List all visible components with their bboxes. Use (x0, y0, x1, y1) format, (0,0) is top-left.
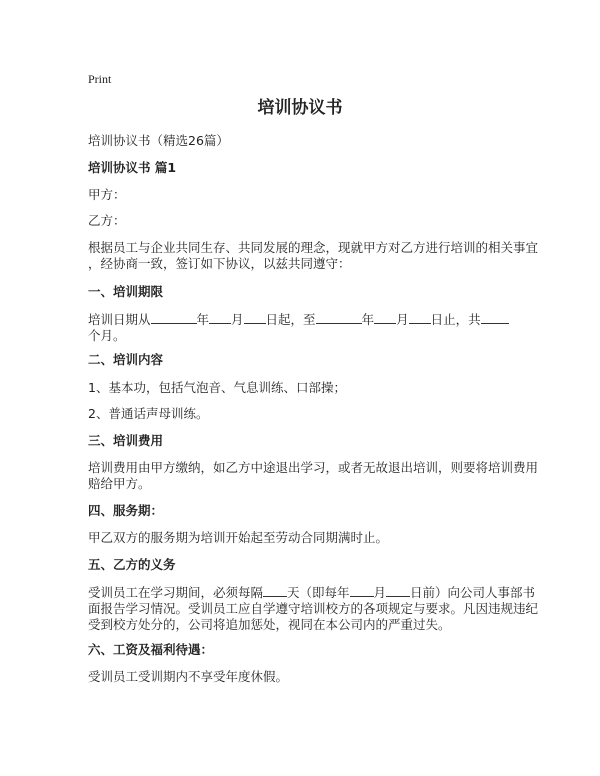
text: 月 (373, 585, 387, 600)
heading-training-period: 一、培训期限 (88, 284, 164, 299)
text: 年 (361, 312, 375, 327)
blank-field (386, 584, 410, 597)
text: 年 (196, 312, 210, 327)
blank-field (244, 311, 266, 324)
service-period-paragraph: 甲乙双方的服务期为培训开始起至劳动合同期满时止。 (88, 530, 389, 545)
text: 培训日期从 (88, 312, 151, 327)
text: 受到校方处分的，公司将追加惩处，视同在本公司内的严重过失。 (88, 617, 451, 632)
text: 月 (396, 312, 409, 327)
content-item-2: 2、普通话声母训练。 (88, 406, 209, 421)
blank-field (151, 311, 197, 324)
blank-field (263, 584, 287, 597)
section-title: 培训协议书 篇1 (88, 160, 177, 175)
text: 面报告学习情况。受训员工应自学遵守培训校方的各项规定与要求。凡因违规违纪 (88, 601, 539, 616)
fee-paragraph (88, 460, 538, 492)
blank-field (409, 311, 431, 324)
text: 日止，共 (430, 312, 481, 327)
heading-training-fee: 三、培训费用 (88, 433, 164, 448)
page-title: 培训协议书 (257, 98, 343, 118)
text: 月 (231, 312, 244, 327)
obligations-paragraph (88, 584, 538, 633)
heading-training-content: 二、培训内容 (88, 352, 164, 367)
intro-paragraph (88, 240, 538, 272)
fee-line: 培训费用由甲方缴纳，如乙方中途退出学习，或者无故退出培训，则要将培训费用 (88, 460, 539, 475)
text: 日起，至 (265, 312, 316, 327)
blank-field (209, 311, 231, 324)
blank-field (350, 584, 374, 597)
salary-paragraph: 受训员工受训期内不享受年度休假。 (88, 669, 289, 684)
heading-salary-benefits: 六、工资及福利待遇： (88, 642, 214, 657)
blank-field (374, 311, 396, 324)
text: 天（即每年 (287, 585, 350, 600)
fee-line: 赔给甲方。 (88, 476, 151, 491)
text: 日前）向公司人事部书 (410, 585, 536, 600)
content-item-1: 1、基本功，包括气泡音、气息训练、口部操； (88, 380, 346, 395)
heading-service-period: 四、服务期： (88, 503, 164, 518)
print-link[interactable]: Print (88, 72, 112, 86)
intro-line: 根据员工与企业共同生存、共同发展的理念，现就甲方对乙方进行培训的相关事宜 (88, 240, 539, 255)
text: 受训员工在学习期间，必须每隔 (88, 585, 264, 600)
party-b-label: 乙方： (88, 213, 126, 228)
text: 个月。 (88, 328, 126, 343)
blank-field (481, 311, 509, 324)
training-period-paragraph (88, 311, 509, 344)
intro-line: ，经协商一致，签订如下协议，以兹共同遵守： (88, 256, 351, 271)
heading-party-b-obligations: 五、乙方的义务 (88, 557, 176, 572)
party-a-label: 甲方： (88, 187, 126, 202)
subtitle: 培训协议书（精选26篇） (88, 133, 229, 148)
blank-field (316, 311, 362, 324)
